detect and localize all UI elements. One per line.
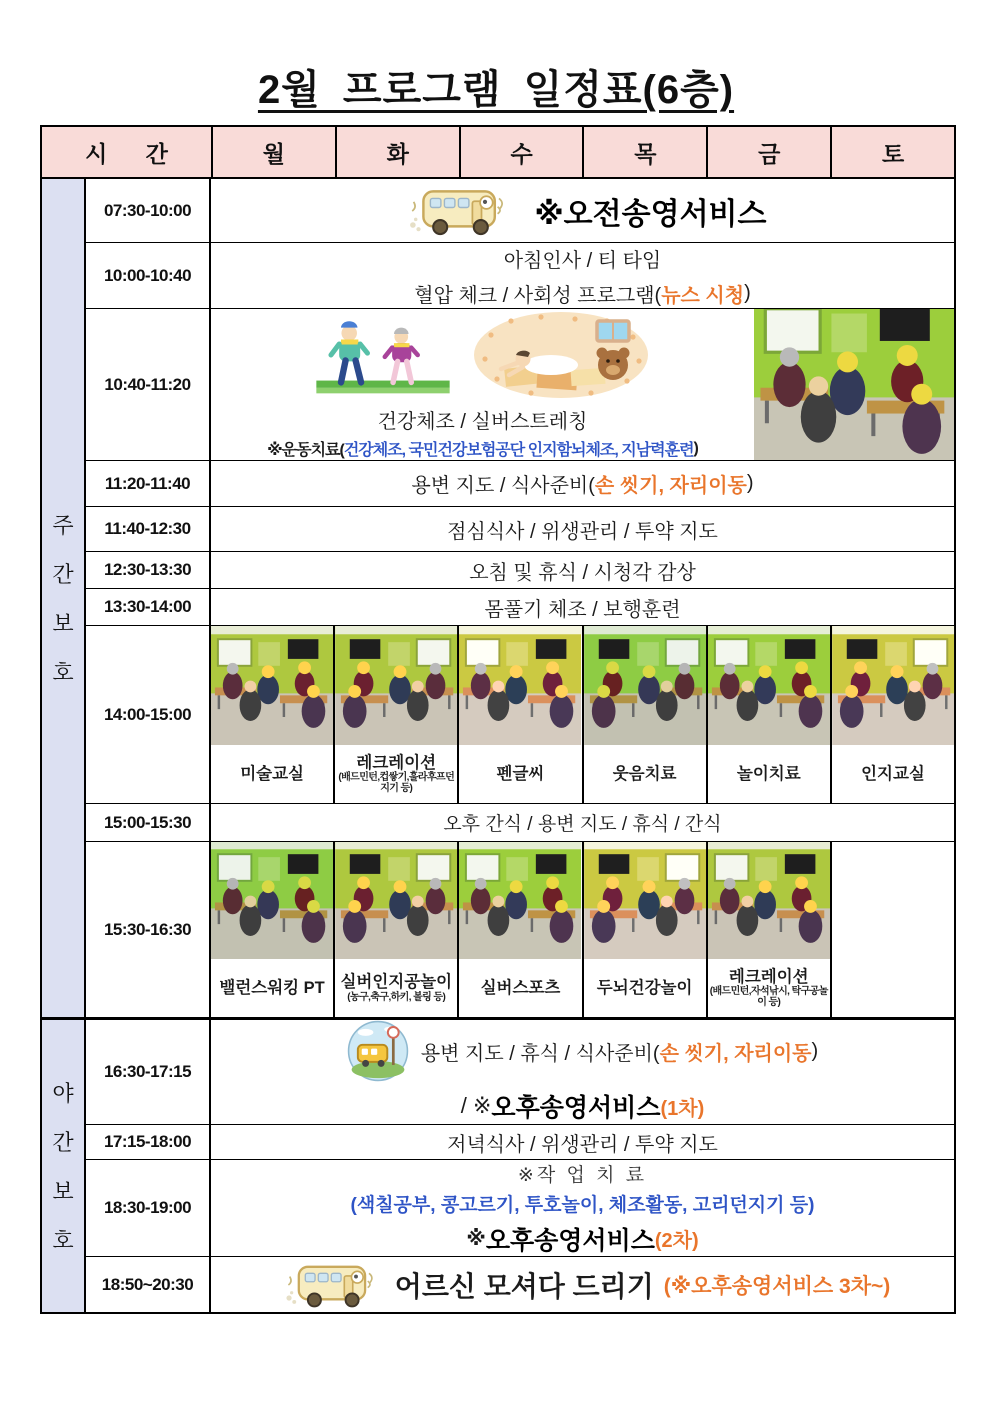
- activity-text: 오후 간식 / 용변 지도 / 휴식 / 간식: [443, 814, 722, 835]
- activity-text: [411, 469, 753, 498]
- program-sublabel: (배드민턴,컵쌓기,훌라후프던지기 등): [338, 772, 455, 795]
- row-1850: [86, 1257, 954, 1312]
- classroom-photo: [211, 842, 333, 959]
- program-cell: [832, 626, 954, 803]
- page-title: 2월 프로그램 일정표(6층): [257, 68, 735, 112]
- side-char: 간: [52, 1130, 74, 1155]
- activity-text: 건강체조 / 실버스트레칭: [377, 411, 588, 433]
- time-cell: 15:30-16:30: [86, 842, 211, 1017]
- col-header-tue: 화: [337, 127, 461, 177]
- program-label: 펜글씨: [496, 764, 545, 783]
- program-cell: [211, 626, 335, 803]
- col-header-wed: 수: [461, 127, 585, 177]
- program-cell: [584, 842, 708, 1017]
- text-highlight: (색칠공부, 콩고르기, 투호놀이, 체조활동, 고리던지기 등): [350, 1194, 815, 1216]
- program-label: 레크레이션: [728, 967, 809, 986]
- program-label: 인지교실: [861, 764, 925, 783]
- row-1830: [86, 1160, 954, 1257]
- side-label-night-care: [42, 1020, 86, 1312]
- text-highlight: 손 씻기, 자리이동: [659, 1042, 812, 1065]
- time-cell: 18:50~20:30: [86, 1257, 211, 1312]
- classroom-photo: [584, 842, 706, 959]
- time-cell: 11:40-12:30: [86, 507, 211, 551]
- col-header-fri: 금: [708, 127, 832, 177]
- side-char: 보: [52, 1179, 74, 1204]
- time-cell: 11:20-11:40: [86, 461, 211, 506]
- activity-text: [414, 279, 750, 308]
- bus-stop-icon: [347, 1020, 409, 1082]
- program-cell: [335, 626, 459, 803]
- program-cell: [708, 842, 832, 1017]
- text-plain: 혈압 체크 / 사회성 프로그램(: [414, 284, 662, 307]
- school-bus-icon: [398, 183, 516, 239]
- program-label: 두뇌건강놀이: [596, 978, 693, 997]
- col-header-sat: 토: [881, 140, 905, 167]
- text-plain: 용변 지도 / 휴식 / 식사준비(: [420, 1042, 660, 1065]
- school-bus-icon: [275, 1259, 385, 1311]
- side-char: 호: [52, 1228, 74, 1253]
- side-label-day-care: [42, 179, 86, 1017]
- stretching-child-icon: [470, 309, 652, 401]
- col-header-mon: 월: [213, 127, 337, 177]
- time-cell: 17:15-18:00: [86, 1125, 211, 1159]
- col-header-thu: 목: [584, 127, 708, 177]
- time-cell: 10:40-11:20: [86, 309, 211, 460]
- activity-text: [421, 1037, 818, 1066]
- program-label: 실버인지공놀이: [340, 973, 453, 992]
- text-plain: ※: [466, 1228, 486, 1250]
- text-plain: / ※: [460, 1093, 492, 1118]
- col-header-time: 시 간: [42, 127, 213, 177]
- text-highlight: 손 씻기, 자리이동: [594, 475, 747, 497]
- side-char: 야: [52, 1081, 74, 1106]
- text-bold: 오후송영서비스: [491, 1094, 661, 1122]
- time-cell: 12:30-13:30: [86, 552, 211, 588]
- activity-text: [267, 437, 698, 460]
- side-char: 호: [52, 660, 74, 685]
- row-0730: [86, 179, 954, 243]
- classroom-photo: [459, 842, 581, 959]
- text-bold: 오후송영서비스: [485, 1226, 655, 1255]
- activity-text: 점심식사 / 위생관리 / 투약 지도: [447, 520, 718, 543]
- program-cell: [459, 626, 583, 803]
- classroom-photo: [584, 626, 706, 745]
- program-cell: [211, 842, 335, 1017]
- classroom-photo: [708, 842, 830, 959]
- side-char: 간: [52, 562, 74, 587]
- program-sublabel: (배드민턴,자석낚시, 탁구공놀이 등): [709, 986, 828, 1009]
- shuttle-line: [466, 1221, 698, 1257]
- row-1140: [86, 507, 954, 552]
- activity-text: 아침인사 / 티 타임: [503, 249, 662, 272]
- program-cell-empty: [832, 842, 954, 1017]
- text-plain: ): [744, 281, 751, 304]
- text-plain: ): [811, 1039, 819, 1062]
- row-1500: [86, 804, 954, 842]
- classroom-photo: [832, 626, 954, 745]
- classroom-photo: [459, 626, 581, 745]
- program-label: 놀이치료: [736, 764, 801, 783]
- text-plain: ※운동치료(: [267, 442, 344, 459]
- classroom-photo: [708, 626, 830, 745]
- program-label: 미술교실: [240, 764, 304, 783]
- activity-text: 저녁식사 / 위생관리 / 투약 지도: [447, 1133, 718, 1156]
- text-highlight: (※오후송영서비스 3차~): [663, 1274, 891, 1298]
- program-cell: [708, 626, 832, 803]
- row-1000: [86, 243, 954, 309]
- classroom-photo: [335, 842, 457, 959]
- text-plain: 용변 지도 / 식사준비(: [411, 475, 595, 497]
- program-sublabel: (농구,축구,하키, 볼링 등): [347, 991, 446, 1003]
- row-1120: [86, 461, 954, 507]
- program-cell: [335, 842, 459, 1017]
- schedule-table: [40, 125, 956, 1314]
- side-char: 주: [52, 513, 74, 538]
- section-day-care: [42, 177, 954, 1017]
- time-cell: 07:30-10:00: [86, 179, 211, 242]
- time-cell: 18:30-19:00: [86, 1160, 211, 1256]
- morning-shuttle-label: ※오전송영서비스: [534, 197, 767, 231]
- time-cell: 15:00-15:30: [86, 804, 211, 841]
- text-bold: 어르신 모셔다 드리기: [394, 1270, 654, 1302]
- text-highlight: 건강체조, 국민건강보험공단 인지함뇌체조, 지남력훈련: [343, 442, 694, 459]
- side-char: 보: [52, 611, 74, 636]
- activity-text: 오침 및 휴식 / 시청각 감상: [469, 561, 696, 584]
- program-label: 레크레이션: [356, 753, 437, 772]
- classroom-photo: [211, 626, 333, 745]
- time-cell: 14:00-15:00: [86, 626, 211, 803]
- header-row: [42, 127, 954, 177]
- activity-text: 몸풀기 체조 / 보행훈련: [484, 598, 681, 621]
- program-cell: [459, 842, 583, 1017]
- classroom-photo: [335, 626, 457, 745]
- program-label: 실버스포츠: [480, 978, 561, 997]
- program-label: 웃음치료: [612, 764, 677, 783]
- classroom-photo: [754, 309, 954, 460]
- text-plain: ): [746, 472, 754, 494]
- walking-seniors-icon: [314, 313, 452, 397]
- time-cell: 13:30-14:00: [86, 589, 211, 625]
- section-night-care: [42, 1017, 954, 1312]
- row-1330: [86, 589, 954, 626]
- text-highlight: (2차): [654, 1230, 699, 1252]
- activity-text: ※작 업 치 료: [517, 1164, 648, 1186]
- text-highlight: 뉴스 시청: [661, 284, 745, 307]
- row-1715: [86, 1125, 954, 1160]
- row-1040: [86, 309, 954, 461]
- shuttle-line: [461, 1088, 705, 1124]
- row-1230: [86, 552, 954, 589]
- time-cell: 10:00-10:40: [86, 243, 211, 308]
- text-highlight: (1차): [660, 1097, 705, 1120]
- program-label: 밸런스워킹 PT: [219, 978, 325, 997]
- time-cell: 16:30-17:15: [86, 1020, 211, 1124]
- text-plain: ): [693, 439, 698, 457]
- row-1630: [86, 1020, 954, 1125]
- row-1530: [86, 842, 954, 1017]
- program-cell: [584, 626, 708, 803]
- row-1400: [86, 626, 954, 804]
